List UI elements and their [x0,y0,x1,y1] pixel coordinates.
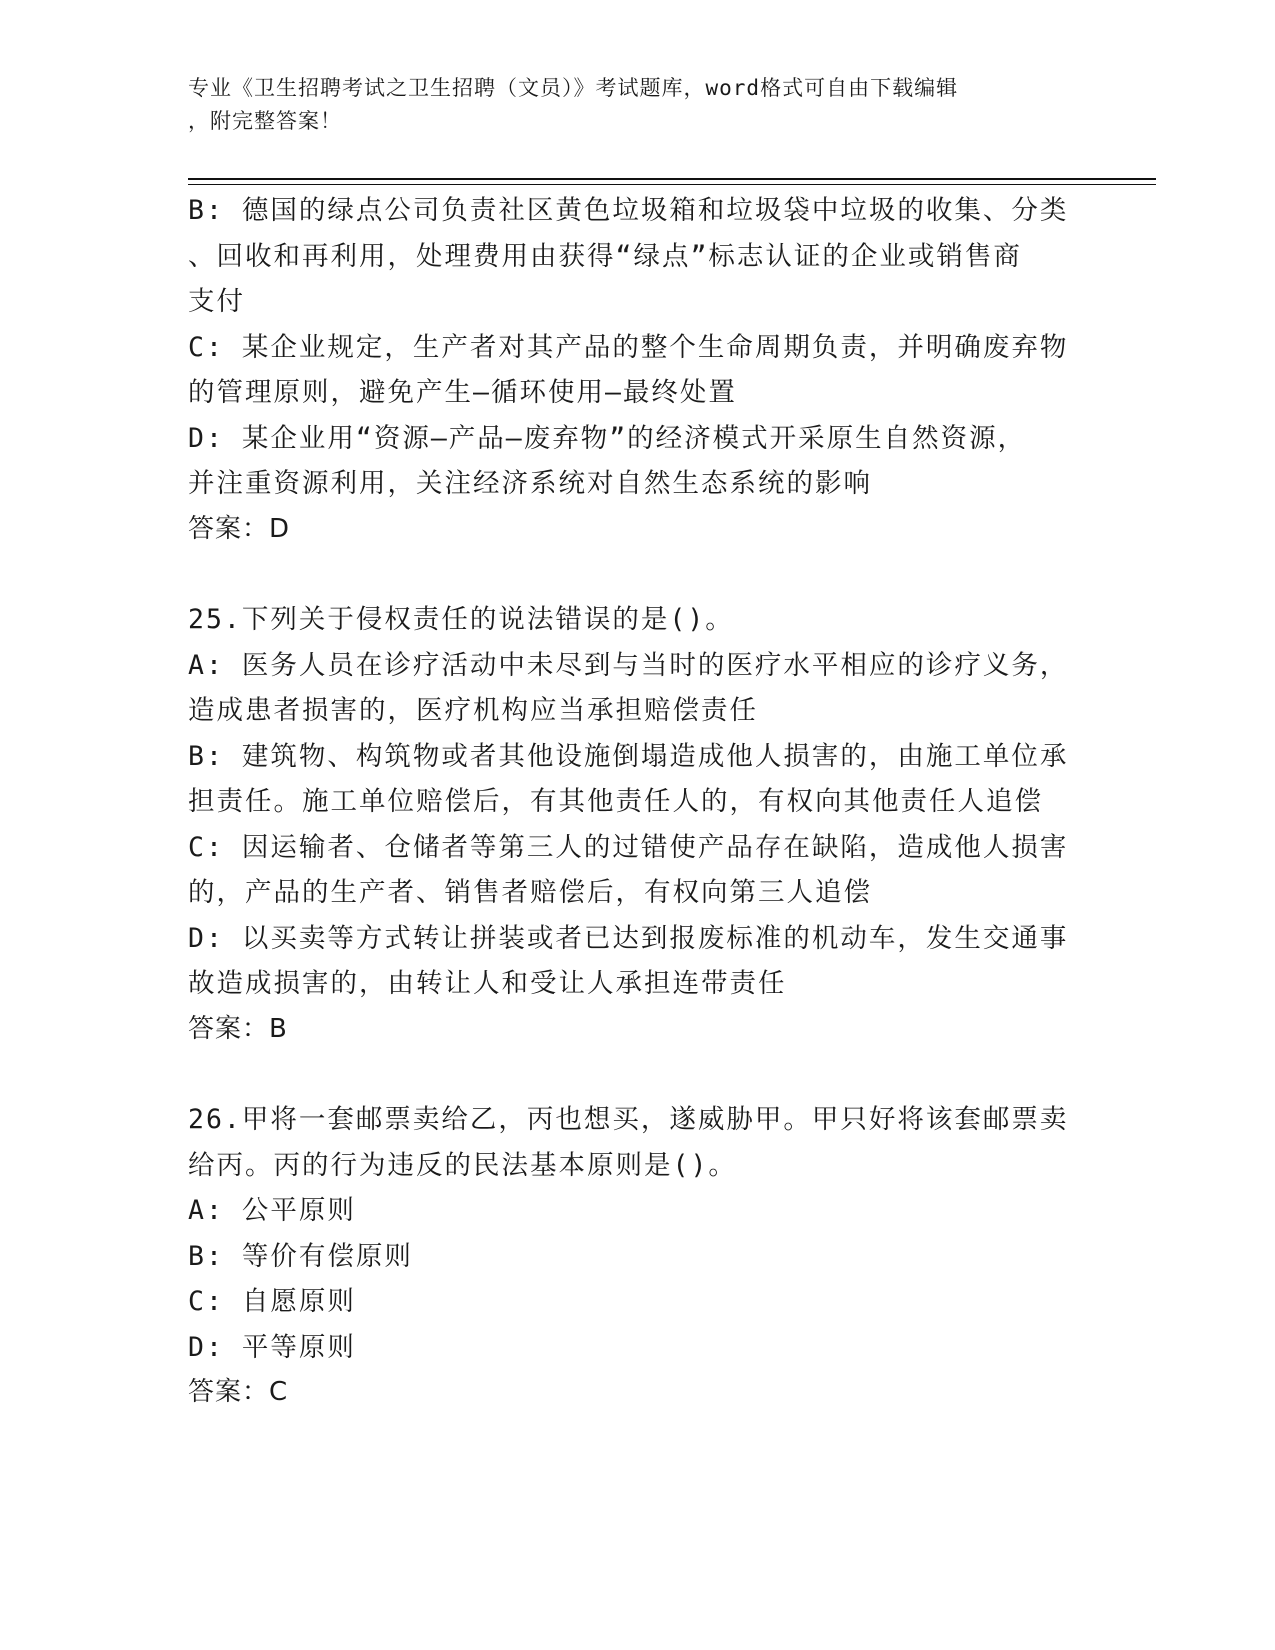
option-line: B: 建筑物、构筑物或者其他设施倒塌造成他人损害的，由施工单位承 [188,740,1069,772]
question-line: 给丙。丙的行为违反的民法基本原则是()。 [188,1149,737,1181]
option-line: D: 某企业用“资源—产品—废弃物”的经济模式开采原生自然资源， [188,422,1027,454]
question-text: 25.下列关于侵权责任的说法错误的是()。 [188,604,734,635]
option-a: A: 公平原则 [188,1195,356,1226]
question-text [188,1097,1078,1188]
question-line: 26.甲将一套邮票卖给乙，丙也想买，遂威胁甲。甲只好将该套邮票卖 [188,1104,1069,1135]
option-c [188,825,1078,916]
option-d: D: 平等原则 [188,1331,356,1363]
option-b [188,188,1078,325]
question-25 [188,597,1078,1052]
header-line-1: 专业《卫生招聘考试之卫生招聘（文员）》考试题库，word格式可自由下载编辑 [188,76,959,100]
option-d [188,916,1078,1007]
answer: 答案：D [188,513,291,544]
header-divider-thin [188,184,1156,185]
option-line: 故造成损害的，由转让人和受让人承担连带责任 [188,968,787,999]
document-body [188,188,1078,1416]
option-c: C: 自愿原则 [188,1286,356,1317]
spacer [188,552,1078,597]
option-line: 、回收和再利用，处理费用由获得“绿点”标志认证的企业或销售商 [188,240,1022,272]
option-line: 支付 [188,286,245,317]
option-line: B: 德国的绿点公司负责社区黄色垃圾箱和垃圾袋中垃圾的收集、分类 [188,195,1069,226]
header-line-2: ，附完整答案！ [188,109,342,133]
spacer [188,1052,1078,1097]
option-line: C: 因运输者、仓储者等第三人的过错使产品存在缺陷，造成他人损害 [188,831,1069,863]
option-line: 造成患者损害的，医疗机构应当承担赔偿责任 [188,695,758,726]
option-line: 并注重资源利用，关注经济系统对自然生态系统的影响 [188,468,872,499]
option-line: 的管理原则，避免产生—循环使用—最终处置 [188,377,737,408]
option-c [188,325,1078,416]
option-a [188,643,1078,734]
option-d [188,416,1078,507]
option-line: C: 某企业规定，生产者对其产品的整个生命周期负责，并明确废弃物 [188,331,1069,363]
answer: 答案：C [188,1377,289,1407]
option-b [188,734,1078,825]
header-divider-thick [188,178,1156,180]
option-line: 担责任。施工单位赔偿后，有其他责任人的，有权向其他责任人追偿 [188,786,1043,817]
option-line: D: 以买卖等方式转让拼装或者已达到报废标准的机动车，发生交通事 [188,922,1069,954]
option-line: 的，产品的生产者、销售者赔偿后，有权向第三人追偿 [188,877,872,908]
option-b: B: 等价有偿原则 [188,1240,413,1272]
question-24 [188,188,1078,552]
answer: 答案：B [188,1013,288,1044]
document-header [188,72,1068,138]
question-26 [188,1097,1078,1416]
option-line: A: 医务人员在诊疗活动中未尽到与当时的医疗水平相应的诊疗义务， [188,649,1069,681]
